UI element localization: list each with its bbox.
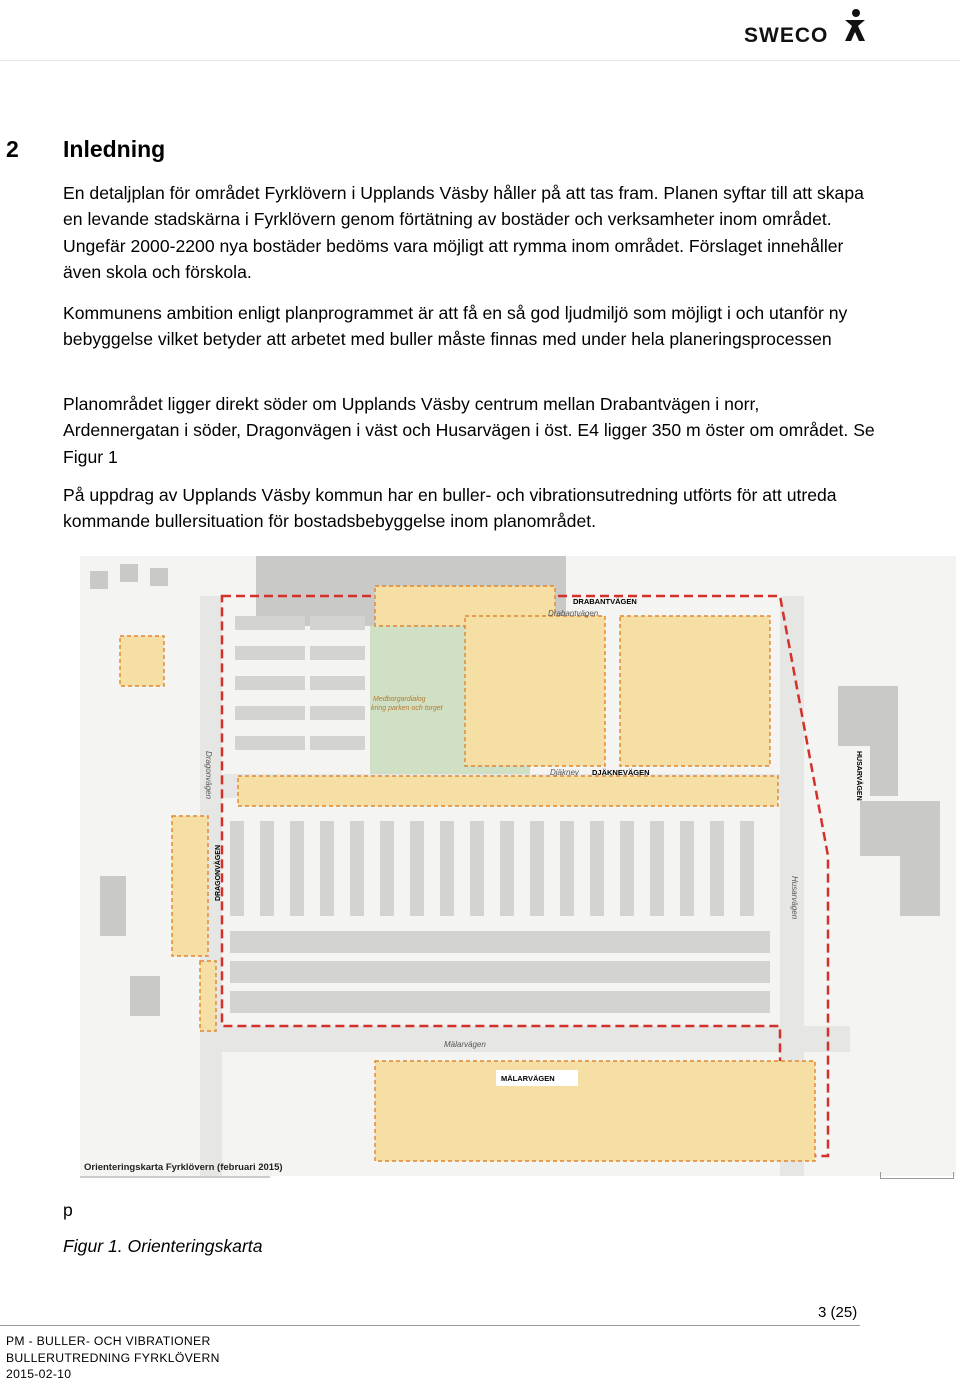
map-label-drabant-caps: DRABANTVÄGEN bbox=[573, 597, 637, 606]
footer-line-3: 2015-02-10 bbox=[6, 1367, 72, 1381]
map-title-underline bbox=[80, 1176, 270, 1178]
header-divider bbox=[0, 60, 960, 61]
map-road-malar bbox=[210, 1026, 850, 1052]
map-label-malar-caps: MÄLARVÄGEN bbox=[501, 1074, 555, 1083]
paragraph-4: På uppdrag av Upplands Väsby kommun har en buller- och vibrationsutredning utförts för att utreda kommande bullersituation för bostadsbebyggelse inom planområdet. bbox=[63, 485, 837, 532]
map-label-djakne-caps: DJÄKNEVÄGEN bbox=[592, 768, 650, 777]
map-label-dragon-caps: DRAGONVÄGEN bbox=[215, 844, 222, 901]
stray-text: p bbox=[63, 1200, 73, 1220]
figure-caption: Figur 1. Orienteringskarta bbox=[63, 1236, 263, 1256]
map-label-husar: Husarvägen bbox=[790, 876, 799, 920]
map-label-husar-caps: HUSARVÄGEN bbox=[855, 751, 862, 801]
paragraph-3: Planområdet ligger direkt söder om Upplands Väsby centrum mellan Drabantvägen i norr, Ardennergatan i söder, Dragonvägen i väst och Husarvägen i öst. E4 ligger 350 m öster om området. Se Figur 1 bbox=[63, 394, 875, 467]
sweco-logo bbox=[744, 8, 870, 48]
section-title: Inledning bbox=[63, 136, 166, 162]
paragraph-1: En detaljplan för området Fyrklövern i Upplands Väsby håller på att tas fram. Planen syftar till att skapa en levande stadskärna i Fyrklövern genom förtätning av bostäder och verksamheter inom området. Ungefär 2000-2200 nya bostäder bedöms vara möjligt att rymma inom området. Förslaget innehåller även skola och förskola. bbox=[63, 183, 864, 282]
footer-line-2: BULLERUTREDNING FYRKLÖVERN bbox=[6, 1351, 220, 1365]
section-number: 2 bbox=[6, 136, 19, 162]
map-label-malar: Mälarvägen bbox=[444, 1040, 486, 1049]
orientation-map bbox=[80, 556, 956, 1176]
footer-divider bbox=[0, 1325, 860, 1326]
footer-line-1: PM - BULLER- OCH VIBRATIONER bbox=[6, 1334, 211, 1348]
map-label-djakne: Djäknev bbox=[550, 768, 579, 777]
map-label-drabant: Drabantvägen bbox=[548, 609, 599, 618]
map-scale-bar bbox=[880, 1172, 954, 1179]
map-title: Orienteringskarta Fyrklövern (februari 2015) bbox=[84, 1162, 283, 1173]
map-label-park-1: Medborgardialog bbox=[373, 696, 426, 703]
paragraph-2: Kommunens ambition enligt planprogrammet är att få en så god ljudmiljö som möjligt i och utanför ny bebyggelse vilket betyder att arbetet med buller måste finnas med under hela planeringsprocessen bbox=[63, 303, 848, 350]
map-label-park-2: kring parken och torget bbox=[371, 705, 443, 712]
page-number: 3 (25) bbox=[818, 1304, 858, 1321]
map-label-dragon: Dragonvägen bbox=[204, 751, 213, 800]
sweco-figure-icon bbox=[842, 8, 868, 44]
logo-text: SWECO bbox=[744, 24, 829, 47]
